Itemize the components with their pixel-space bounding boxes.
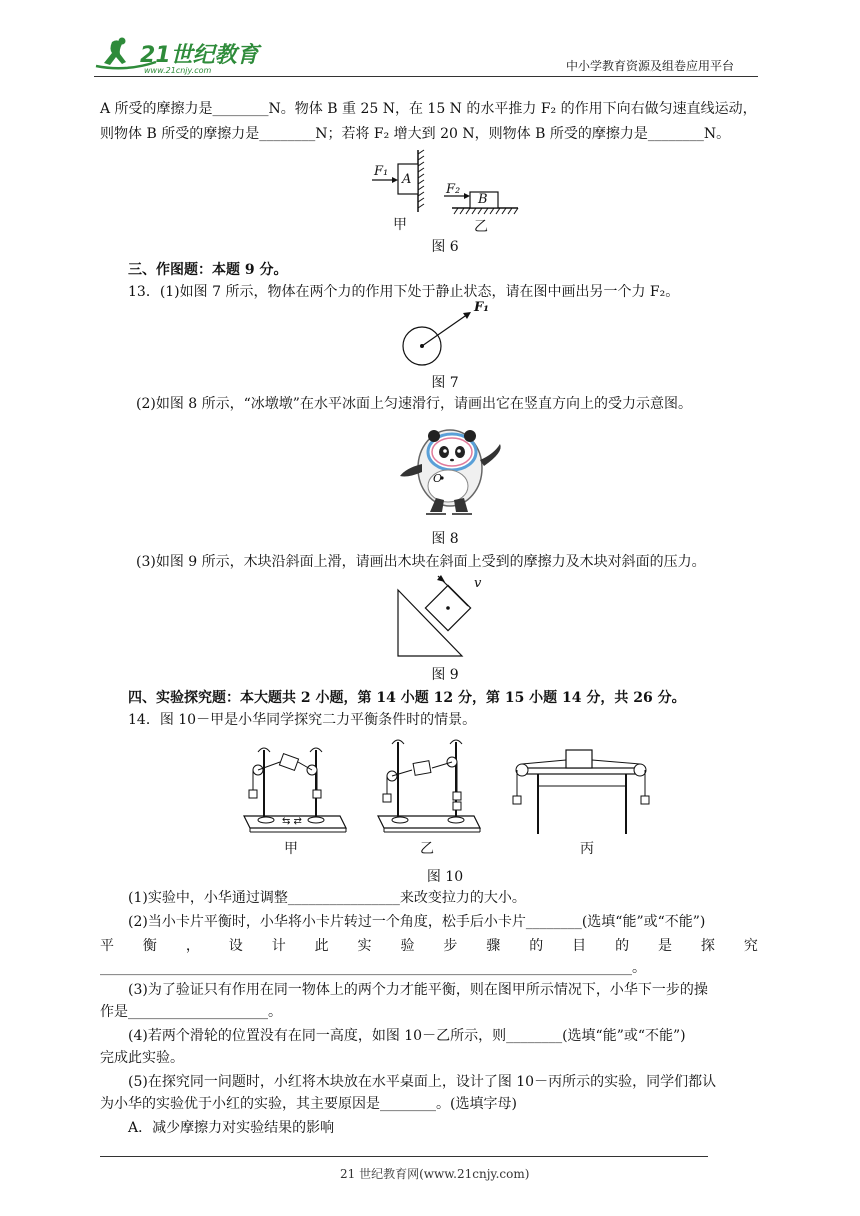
spaced-char: ，: [185, 938, 200, 954]
fig7-f1-label: F₁: [474, 300, 489, 315]
q14-part3-line1: (3)为了验证只有作用在同一物体上的两个力才能平衡，则在图甲所示情况下，小华下一步的操: [128, 982, 708, 998]
fig8-o-label: O: [433, 472, 443, 485]
bing-dwen-dwen-illustration: [396, 420, 506, 520]
q14-part3-line2: 作是____________________。: [100, 1004, 282, 1020]
spaced-char: 验: [400, 938, 415, 954]
fig10-yi-apparatus: [378, 740, 480, 832]
fig10-bing-label: 丙: [580, 841, 594, 857]
q12-line2: 则物体 B 所受的摩擦力是________N；若将 F₂ 增大到 20 N，则物体 B 所受的摩擦力是________N。: [100, 126, 731, 142]
fig6-a-label: A: [402, 172, 412, 187]
q13-3-text: (3)如图 9 所示，木块沿斜面上滑，请画出木块在斜面上受到的摩擦力及木块对斜面的压力。: [136, 554, 706, 570]
fig10-jia-apparatus: [244, 748, 346, 832]
q13-1-text: 13．(1)如图 7 所示，物体在两个力的作用下处于静止状态，请在图中画出另一个力 F₂。: [128, 284, 680, 300]
spaced-char: 探: [700, 938, 715, 954]
fig6-f1-label: F₁: [374, 164, 389, 179]
fig6-f2-label: F₂: [446, 182, 461, 197]
section4-title: 四、实验探究题：本大题共 2 小题，第 14 小题 12 分，第 15 小题 14 分，共 26 分。: [128, 690, 686, 706]
q14-part5-line1: (5)在探究同一问题时，小红将木块放在水平桌面上，设计了图 10－丙所示的实验，同学们都认: [128, 1074, 717, 1090]
figure-6: [360, 150, 530, 230]
svg-text:⇆ ⇄: ⇆ ⇄: [282, 816, 302, 827]
q14-part2-line1: (2)当小卡片平衡时，小华将小卡片转过一个角度，松手后小卡片________(选填“能”或“不能”): [128, 914, 706, 930]
logo-url: www.21cnjy.com: [144, 66, 212, 75]
q13-2-text: (2)如图 8 所示，“冰墩墩”在水平冰面上匀速滑行，请画出它在竖直方向上的受力示意图。: [136, 396, 692, 412]
site-logo: [94, 36, 264, 76]
header-right-text: 中小学教育资源及组卷应用平台: [566, 59, 735, 73]
fig6-b-label: B: [478, 192, 488, 207]
q14-option-a: A．减少摩擦力对实验结果的影响: [128, 1120, 335, 1136]
q14-text: 14．图 10－甲是小华同学探究二力平衡条件时的情景。: [128, 712, 477, 728]
spaced-char: 的: [615, 938, 630, 954]
q14-part2-line3: ____________________________________________________________________________。: [100, 960, 646, 976]
fig7-caption: 图 7: [431, 375, 459, 391]
spaced-char: 此: [314, 938, 329, 954]
q14-part2-line2: [100, 936, 758, 956]
fig9-caption: 图 9: [431, 667, 459, 683]
fig6-yi-label: 乙: [474, 219, 488, 235]
spaced-char: 衡: [142, 938, 157, 954]
spaced-char: 的: [529, 938, 544, 954]
fig8-caption: 图 8: [431, 531, 459, 547]
logo-text: 21世纪教育: [140, 43, 259, 68]
header-rule: [94, 76, 758, 77]
section3-title: 三、作图题：本题 9 分。: [128, 262, 288, 278]
spaced-char: 骤: [486, 938, 501, 954]
spaced-char: 设: [228, 938, 243, 954]
spaced-char: 平: [100, 938, 114, 954]
figure-10: [236, 740, 656, 840]
fig10-jia-label: 甲: [284, 841, 298, 857]
q12-line1: A 所受的摩擦力是________N。物体 B 重 25 N，在 15 N 的水平推力 F₂ 的作用下向右做匀速直线运动，: [100, 101, 757, 117]
spaced-char: 是: [657, 938, 672, 954]
footer-text: 21 世纪教育网(www.21cnjy.com): [340, 1167, 530, 1181]
fig10-caption: 图 10: [426, 869, 464, 885]
fig6-caption: 图 6: [431, 239, 459, 255]
spaced-char: 目: [572, 938, 587, 954]
fig6-jia-label: 甲: [393, 217, 407, 233]
q14-part4-line2: 完成此实验。: [100, 1050, 184, 1066]
fig9-v-label: v: [474, 576, 482, 591]
spaced-char: 实: [357, 938, 372, 954]
spaced-char: 究: [743, 938, 758, 954]
q14-part1: (1)实验中，小华通过调整________________来改变拉力的大小。: [128, 890, 526, 906]
footer-rule: [100, 1156, 708, 1157]
fig10-yi-label: 乙: [420, 841, 434, 857]
fig10-bing-apparatus: [513, 750, 649, 834]
q14-part5-line2: 为小华的实验优于小红的实验，其主要原因是________。(选填字母): [100, 1096, 517, 1112]
spaced-char: 步: [443, 938, 458, 954]
q14-part4-line1: (4)若两个滑轮的位置没有在同一高度，如图 10－乙所示，则________(选填“能”或“不能”): [128, 1028, 686, 1044]
spaced-char: 计: [271, 938, 286, 954]
